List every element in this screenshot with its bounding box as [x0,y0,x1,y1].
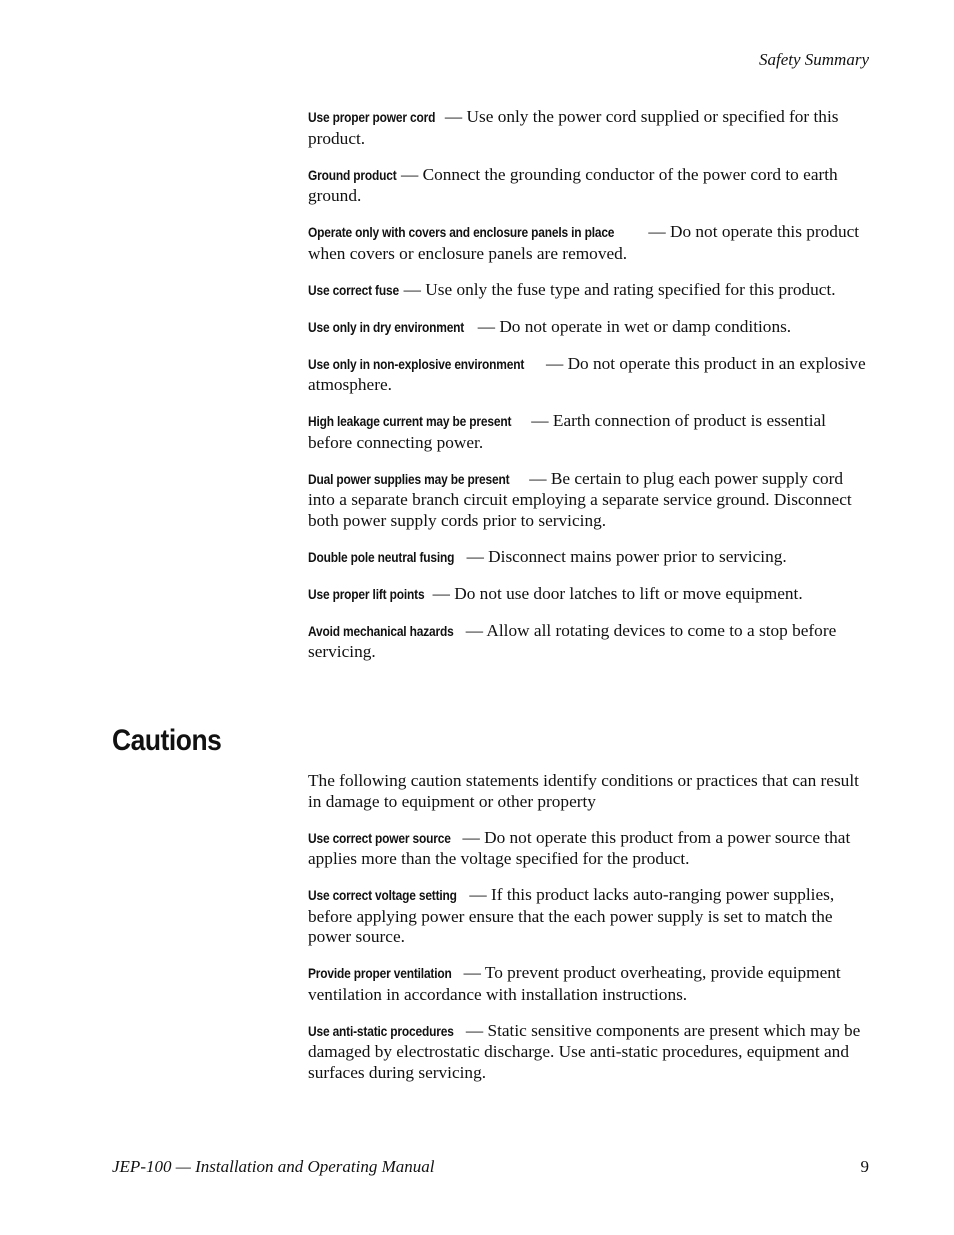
warning-item [308,280,870,302]
caution-lead: Use anti-static procedures [308,1023,454,1039]
warning-text: — Do not operate this product when covers or enclosure panels are removed. [308,222,860,263]
caution-text: — Static sensitive components are present which may be damaged by electrostatic discharge. Use anti-static procedures, equipment and surfaces during servicing. [308,1020,861,1082]
running-header: Safety Summary [758,50,869,69]
warning-item [308,354,870,396]
caution-item [308,828,870,870]
caution-item [308,963,870,1005]
warning-text: — Earth connection of product is essential before connecting power. [308,411,826,452]
warning-text: — Use only the fuse type and rating specified for this product. [399,279,836,299]
warning-item [308,411,870,453]
warning-text: — Use only the power cord supplied or specified for this product. [308,107,839,148]
warning-item [308,621,870,663]
warning-text: — Do not operate in wet or damp conditions. [473,316,792,336]
cautions-heading: Cautions [112,724,222,757]
warning-lead: Avoid mechanical hazards [308,623,454,639]
footer-manual-title: JEP-100 — Installation and Operating Manual [112,1157,435,1176]
warning-item [308,584,870,606]
warnings-list [308,107,870,678]
cautions-intro: The following caution statements identify conditions or practices that can result in damage to equipment or other property [308,771,859,811]
caution-lead: Provide proper ventilation [308,966,452,981]
warning-text: — Do not operate this product in an explosive atmosphere. [308,353,866,394]
warning-text: — Do not use door latches to lift or move equipment. [428,583,803,603]
warning-lead: Ground product [308,167,397,183]
caution-lead: Use correct voltage setting [308,888,457,903]
warning-text: — Connect the grounding conductor of the power cord to earth ground. [308,164,838,205]
warning-item [308,107,870,149]
warning-item [308,165,870,207]
warning-lead: Use only in dry environment [308,319,465,335]
caution-text: — To prevent product overheating, provide equipment ventilation in accordance with installation instructions. [308,963,841,1004]
caution-text: — Do not operate this product from a power source that applies more than the voltage specified for the product. [308,827,851,868]
warning-lead: Use correct fuse [308,282,399,298]
warning-lead: Use only in non-explosive environment [308,356,525,372]
page-number: 9 [860,1157,869,1176]
warning-lead: Dual power supplies may be present [308,471,510,487]
warning-text: — Be certain to plug each power supply cord into a separate branch circuit employing a separate service ground. Disconnect both power supply cords prior to servicing. [308,468,852,530]
warning-lead: Use proper lift points [308,586,425,602]
warning-item [308,469,870,532]
warning-lead: Operate only with covers and enclosure panels in place [308,225,615,240]
warning-lead: Double pole neutral fusing [308,549,455,565]
page-footer [112,1157,869,1177]
caution-item [308,885,870,948]
cautions-list [308,771,870,1099]
warning-text: — Allow all rotating devices to come to a stop before servicing. [308,620,837,661]
warning-text: — Disconnect mains power prior to servicing. [462,546,787,566]
warning-item [308,547,870,569]
warning-item [308,222,870,264]
warning-item [308,317,870,339]
caution-item [308,1021,870,1084]
caution-text: — If this product lacks auto-ranging power supplies, before applying power ensure that the each power supply is set to match the power source. [308,885,835,946]
caution-lead: Use correct power source [308,830,451,846]
warning-lead: High leakage current may be present [308,414,512,429]
warning-lead: Use proper power cord [308,110,436,125]
